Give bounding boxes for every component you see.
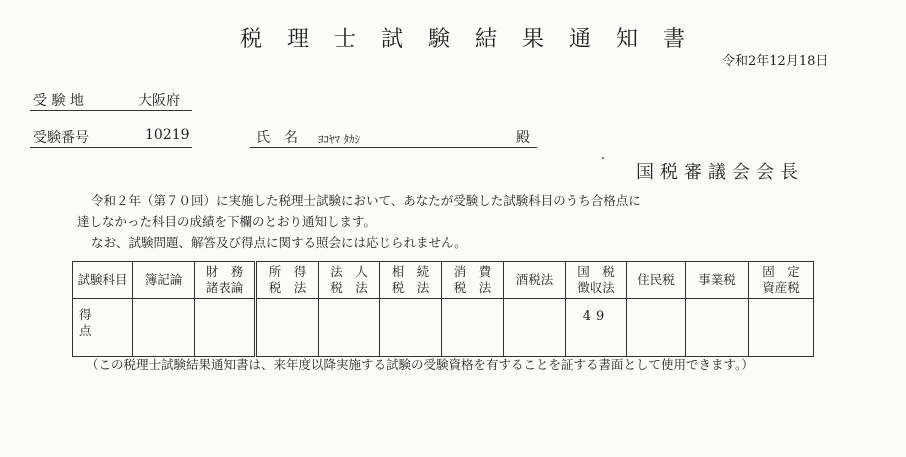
subject-zaimu: [195, 262, 256, 299]
exam-location-label: 受 験 地: [33, 93, 84, 109]
name-underline: [250, 147, 537, 148]
subject-line1: 住民税: [637, 272, 675, 287]
document-title: 税 理 士 試 験 結 果 通 知 書: [240, 27, 694, 52]
subject-line2: 税 法: [391, 280, 430, 295]
grades-table: [72, 261, 814, 357]
subject-hojin: [319, 262, 380, 299]
score-kokuzei-choshu: 49: [566, 299, 627, 357]
name-label: 氏 名: [256, 130, 298, 146]
subject-line1: 法 人: [330, 264, 368, 279]
subject-line2: 税 法: [330, 280, 368, 295]
notice-line-3: なお、試験問題、解答及び得点に関する照会には応じられません。: [91, 235, 467, 250]
score-shuzei: [504, 299, 566, 357]
score-sozoku: [380, 299, 442, 357]
subject-line1: 事業税: [698, 272, 736, 287]
exam-location-value: 大阪府: [138, 93, 180, 109]
subject-line1: 簿記論: [144, 272, 183, 287]
score-label: 得 点: [73, 299, 133, 357]
exam-number-underline: [30, 147, 192, 148]
table-score-row: [73, 299, 814, 357]
header-label: 試験科目: [73, 262, 133, 299]
exam-number-value: 10219: [145, 127, 190, 143]
subject-line1: 固 定: [762, 264, 800, 279]
subject-boki: [133, 262, 195, 299]
specks: [602, 157, 604, 159]
table-header-row: [73, 262, 814, 299]
name-value: ﾖｺﾔﾏ ﾀｶｼ: [318, 133, 360, 146]
notice-text: [77, 190, 717, 253]
score-hojin: [319, 299, 380, 357]
score-juminzei: [627, 299, 686, 357]
footnote: （この税理士試験結果通知書は、来年度以降実施する試験の受験資格を有することを証する書面として使用できます。）: [86, 357, 754, 372]
honorific: 殿: [516, 130, 530, 146]
subject-shotoku: [256, 262, 319, 299]
subject-shuzei: [504, 262, 566, 299]
score-shotoku: [256, 299, 319, 357]
subject-line1: 酒税法: [515, 272, 554, 287]
subject-line1: 財 務: [205, 264, 244, 279]
subject-line2: 徴収法: [577, 280, 615, 295]
subject-line1: 所 得: [268, 264, 307, 279]
score-jigyozei: [686, 299, 749, 357]
exam-number-label: 受験番号: [33, 130, 89, 146]
subject-line2: 諸表論: [205, 280, 244, 295]
subject-line2: 税 法: [453, 280, 492, 295]
notice-line-1: 令和２年（第７０回）に実施した税理士試験において、あなたが受験した試験科目のうち合格点に: [91, 193, 641, 208]
subject-juminzei: [627, 262, 686, 299]
subject-line1: 消 費: [453, 264, 492, 279]
subject-shohi: [442, 262, 504, 299]
score-shohi: [442, 299, 504, 357]
subject-kokuzei-choshu: [566, 262, 627, 299]
subject-line2: 税 法: [268, 280, 307, 295]
score-boki: [133, 299, 195, 357]
issue-date: 令和2年12月18日: [722, 54, 829, 69]
issuer: 国税審議会会長: [636, 162, 804, 183]
subject-line1: 相 続: [391, 264, 430, 279]
subject-line2: 資産税: [762, 280, 800, 295]
subject-kotei-shisanzei: [749, 262, 814, 299]
score-zaimu: [195, 299, 256, 357]
subject-line1: 国 税: [577, 264, 615, 279]
notice-line-2: 達しなかった科目の成績を下欄のとおり通知します。: [77, 214, 377, 229]
subject-jigyozei: [686, 262, 749, 299]
exam-location-underline: [30, 110, 192, 111]
subject-sozoku: [380, 262, 442, 299]
score-kotei-shisanzei: [749, 299, 814, 357]
